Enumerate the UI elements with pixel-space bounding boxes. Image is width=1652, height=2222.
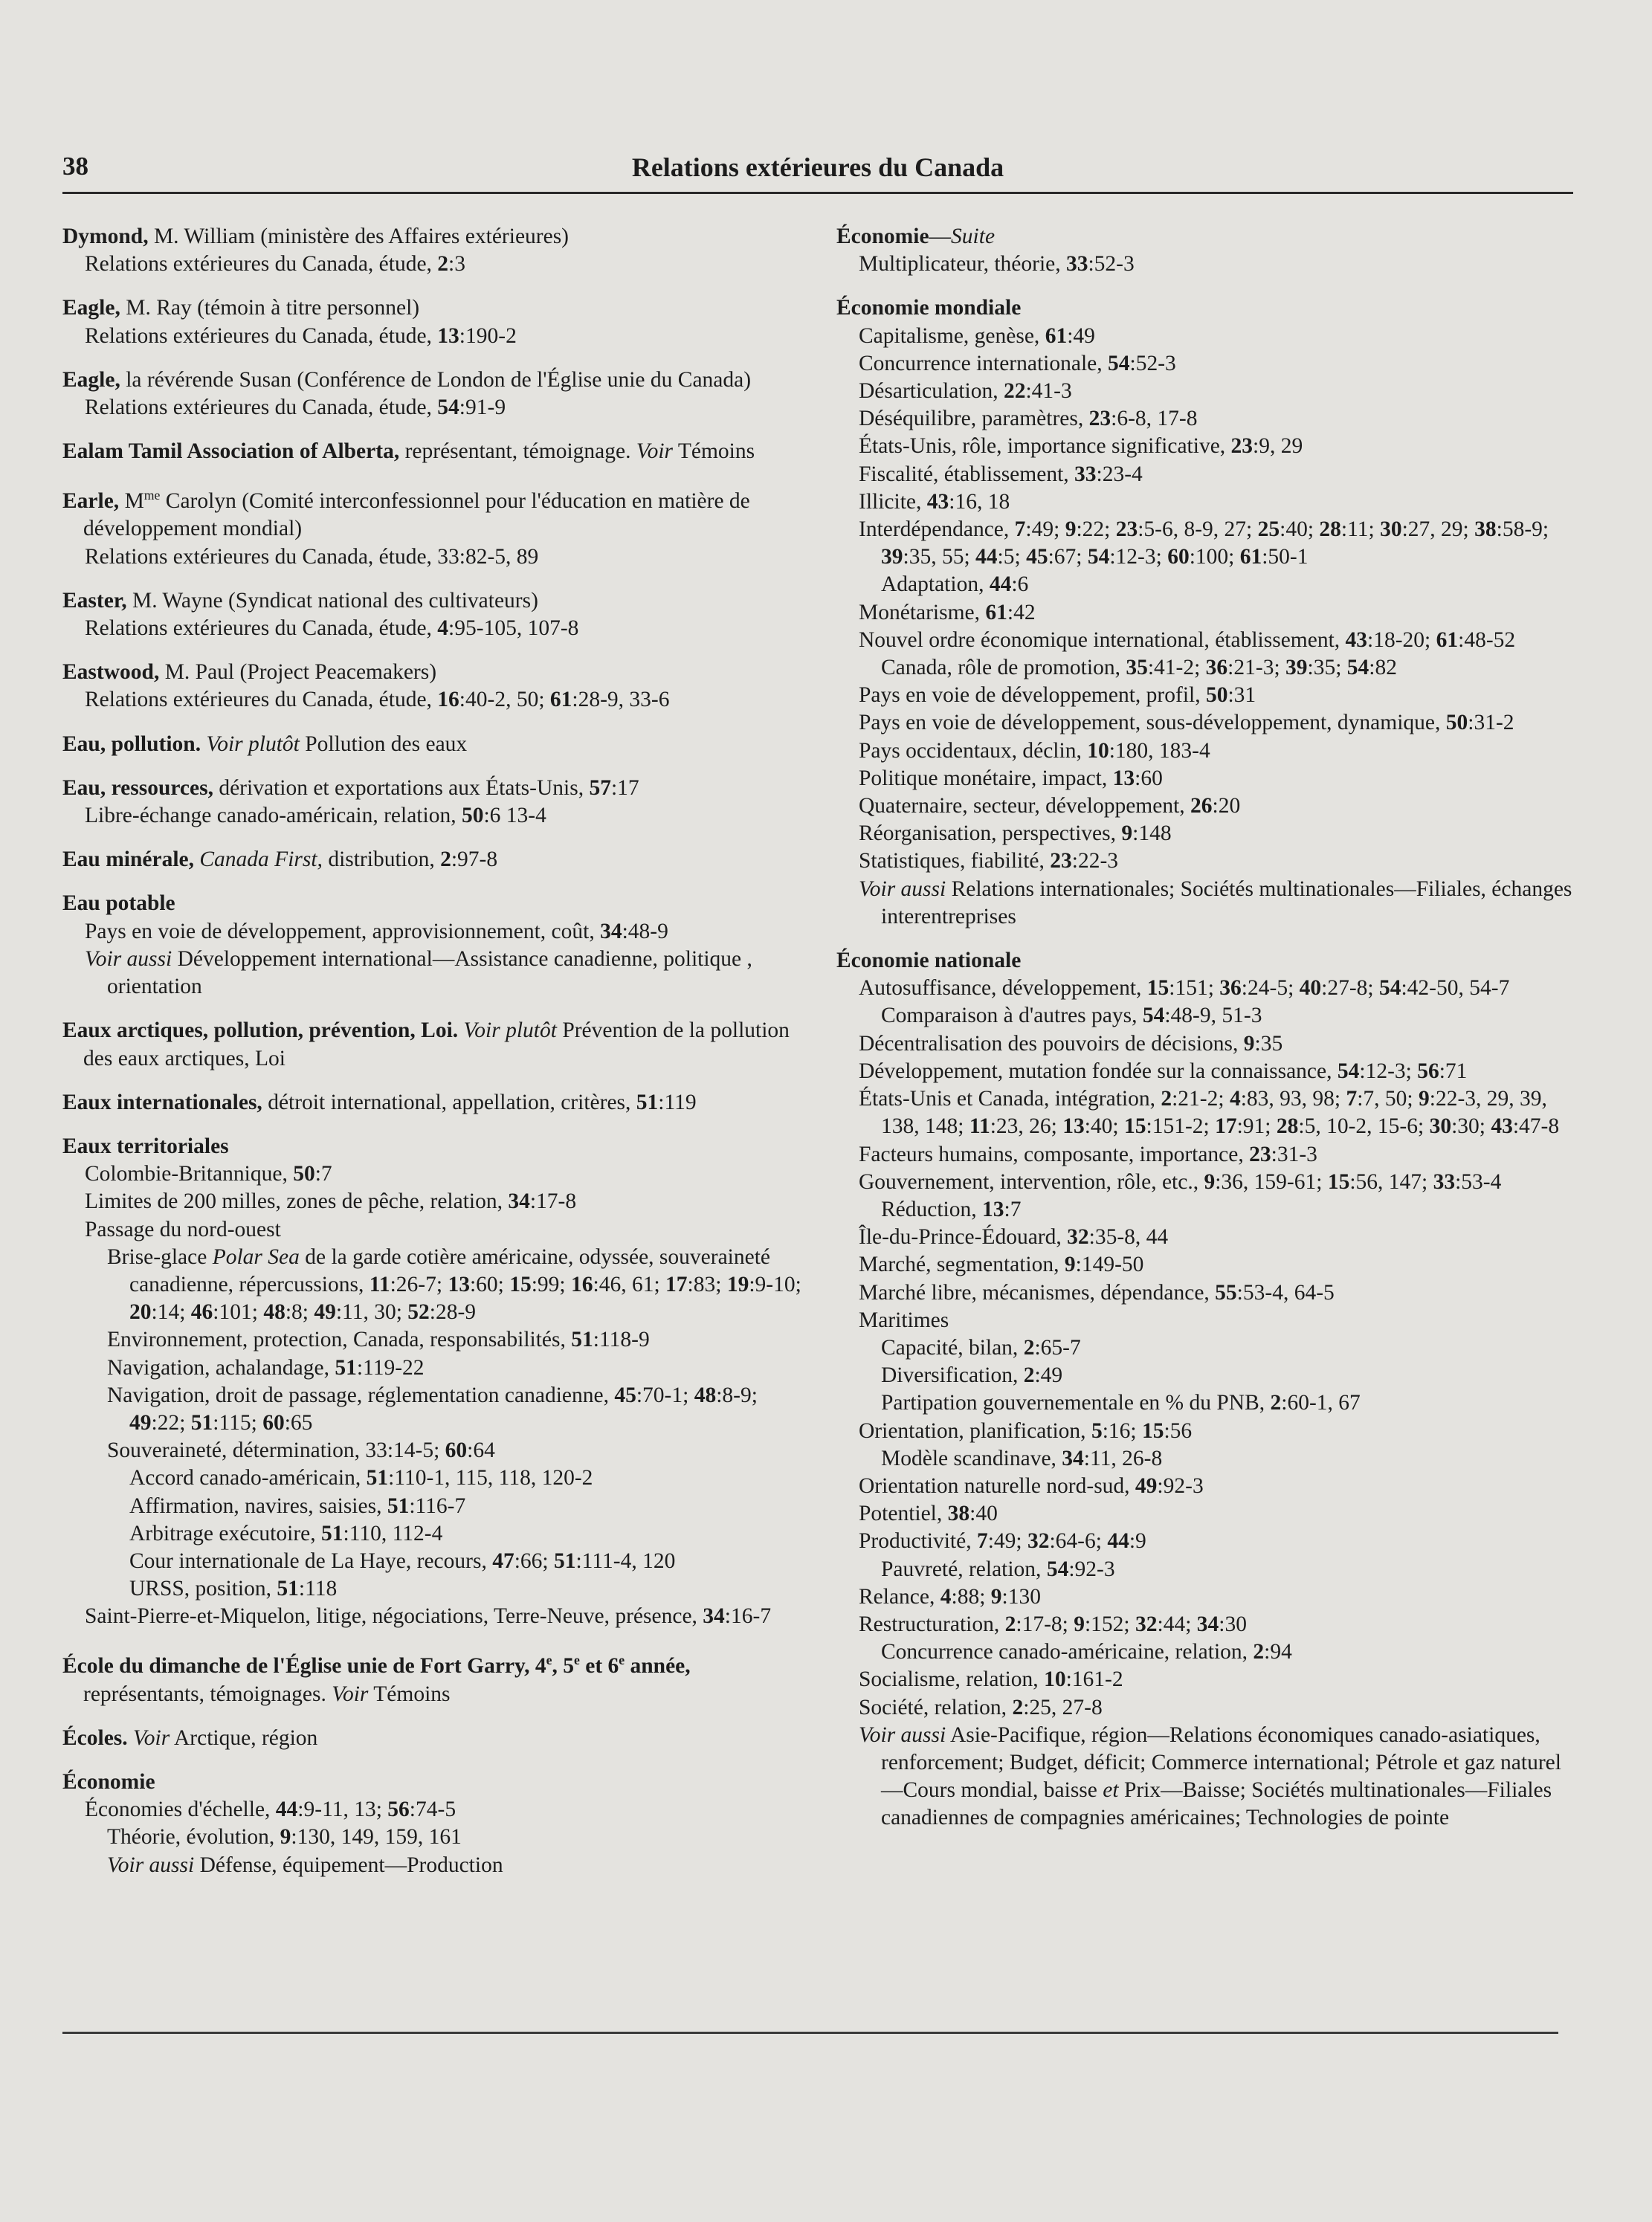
index-entry-heading: Économie—Suite xyxy=(836,225,996,248)
index-entry xyxy=(62,587,806,642)
index-column-right xyxy=(836,223,1580,1849)
index-entry xyxy=(836,223,1580,278)
index-subentry: Adaptation, 44:6 xyxy=(881,572,1029,597)
index-subentry: Pauvreté, relation, 54:92-3 xyxy=(881,1557,1115,1581)
index-subentry: Concurrence canado-américaine, relation, 2:94 xyxy=(881,1640,1292,1664)
index-entry xyxy=(62,731,806,758)
index-subentry: Accord canado-américain, 51:110-1, 115, 118, 120-2 xyxy=(129,1466,593,1491)
index-subentry: Pays occidentaux, déclin, 10:180, 183-4 xyxy=(859,738,1210,763)
index-subentry: Environnement, protection, Canada, responsabilités, 51:118-9 xyxy=(107,1328,650,1352)
index-entry xyxy=(62,775,806,830)
index-subentry: États-Unis, rôle, importance significative, 23:9, 29 xyxy=(859,434,1303,459)
index-entry xyxy=(62,438,806,465)
running-title: Relations extérieures du Canada xyxy=(631,152,1004,182)
index-subentry: Potentiel, 38:40 xyxy=(859,1502,998,1526)
index-subentry: Relations extérieures du Canada, étude, 2:3 xyxy=(85,252,465,277)
index-subentry: Nouvel ordre économique international, établissement, 43:18-20; 61:48-52 xyxy=(859,627,1516,652)
index-subentry: États-Unis et Canada, intégration, 2:21-2; 4:83, 93, 98; 7:7, 50; 9:22-3, 29, 39, 138, 148; 11:23, 26; 13:40; 15:151-2; 17:91; 28:5, 10-2, 15-6; 30:30; 43:47-8 xyxy=(859,1087,1560,1139)
index-entry xyxy=(62,1647,806,1708)
index-subentry: Voir aussi Défense, équipement—Production xyxy=(107,1853,503,1877)
index-entry xyxy=(62,659,806,714)
index-subentry: Relations extérieures du Canada, étude, 33:82-5, 89 xyxy=(85,544,539,569)
index-subentry: Concurrence internationale, 54:52-3 xyxy=(859,351,1176,375)
index-subentry: Théorie, évolution, 9:130, 149, 159, 161 xyxy=(107,1825,462,1850)
index-entry-heading: Eagle, M. Ray (témoin à titre personnel) xyxy=(62,296,420,320)
index-subentry: Multiplicateur, théorie, 33:52-3 xyxy=(859,252,1135,277)
index-entry xyxy=(62,1769,806,1879)
page-header xyxy=(62,152,1573,190)
index-subentry: Fiscalité, établissement, 33:23-4 xyxy=(859,462,1143,486)
index-subentry: Colombie-Britannique, 50:7 xyxy=(85,1162,332,1186)
index-subentry: Déséquilibre, paramètres, 23:6-8, 17-8 xyxy=(859,407,1198,431)
index-entry-heading: Économie xyxy=(62,1770,155,1794)
index-entry xyxy=(62,1017,806,1072)
index-subentry: Pays en voie de développement, approvisionnement, coût, 34:48-9 xyxy=(85,919,668,943)
index-subentry: Affirmation, navires, saisies, 51:116-7 xyxy=(129,1493,466,1518)
index-subentry: Quaternaire, secteur, développement, 26:20 xyxy=(859,794,1241,818)
index-entry xyxy=(62,1725,806,1752)
index-subentry: Monétarisme, 61:42 xyxy=(859,600,1036,624)
index-entry-heading: Économie nationale xyxy=(836,949,1022,973)
index-entry xyxy=(62,890,806,1001)
index-subentry: Voir aussi Relations internationales; Sociétés multinationales—Filiales, échanges interentreprises xyxy=(859,876,1572,928)
index-subentry: Statistiques, fiabilité, 23:22-3 xyxy=(859,849,1119,873)
index-column-left xyxy=(62,223,806,1896)
index-entry-heading: Eagle, la révérende Susan (Conférence de London de l'Église unie du Canada) xyxy=(62,367,752,392)
index-subentry: Orientation naturelle nord-sud, 49:92-3 xyxy=(859,1473,1204,1498)
index-entry-heading: Eastwood, M. Paul (Project Peacemakers) xyxy=(62,660,437,685)
index-entry xyxy=(62,366,806,422)
header-rule xyxy=(62,192,1573,194)
index-subentry: Productivité, 7:49; 32:64-6; 44:9 xyxy=(859,1529,1146,1554)
index-entry xyxy=(62,223,806,278)
index-subentry: Capacité, bilan, 2:65-7 xyxy=(881,1335,1081,1360)
index-subentry: Relations extérieures du Canada, étude, 13:190-2 xyxy=(85,323,517,348)
index-subentry: Navigation, achalandage, 51:119-22 xyxy=(107,1355,425,1380)
index-subentry: Gouvernement, intervention, rôle, etc., 9:36, 159-61; 15:56, 147; 33:53-4 xyxy=(859,1169,1502,1194)
index-entry-heading: Économie mondiale xyxy=(836,296,1022,320)
index-entry-heading: Ealam Tamil Association of Alberta, représentant, témoignage. Voir Témoins xyxy=(62,439,755,464)
index-subentry: Interdépendance, 7:49; 9:22; 23:5-6, 8-9, 27; 25:40; 28:11; 30:27, 29; 38:58-9; 39:35, 55; 44:5; 45:67; 54:12-3; 60:100; 61:50-1 xyxy=(859,517,1549,569)
index-subentry: Saint-Pierre-et-Miquelon, litige, négociations, Terre-Neuve, présence, 34:16-7 xyxy=(85,1604,772,1629)
index-entry xyxy=(62,1133,806,1631)
index-subentry: Souveraineté, détermination, 33:14-5; 60:64 xyxy=(107,1438,495,1463)
index-subentry: Restructuration, 2:17-8; 9:152; 32:44; 34:30 xyxy=(859,1612,1247,1636)
index-subentry: Canada, rôle de promotion, 35:41-2; 36:21-3; 39:35; 54:82 xyxy=(881,656,1397,680)
index-entry-heading: Eaux arctiques, pollution, prévention, Loi. Voir plutôt Prévention de la pollution des eaux arctiques, Loi xyxy=(62,1018,790,1070)
index-subentry: Socialisme, relation, 10:161-2 xyxy=(859,1667,1123,1692)
index-subentry: Voir aussi Développement international—Assistance canadienne, politique , orientation xyxy=(85,946,752,999)
index-subentry: Illicite, 43:16, 18 xyxy=(859,489,1010,514)
page-number: 38 xyxy=(62,152,88,181)
index-subentry: Économies d'échelle, 44:9-11, 13; 56:74-5 xyxy=(85,1798,456,1822)
index-subentry: Navigation, droit de passage, réglementation canadienne, 45:70-1; 48:8-9; 49:22; 51:115; 60:65 xyxy=(107,1383,758,1435)
index-entry-heading: Dymond, M. William (ministère des Affaires extérieures) xyxy=(62,225,570,248)
index-subentry: Limites de 200 milles, zones de pêche, relation, 34:17-8 xyxy=(85,1189,577,1214)
index-subentry: Libre-échange canado-américain, relation, 50:6 13-4 xyxy=(85,804,546,828)
index-subentry: Facteurs humains, composante, importance, 23:31-3 xyxy=(859,1142,1317,1166)
index-subentry: Relations extérieures du Canada, étude, 54:91-9 xyxy=(85,395,506,420)
index-entry-heading: Eaux internationales, détroit international, appellation, critères, 51:119 xyxy=(62,1090,697,1114)
index-entry xyxy=(62,294,806,349)
index-subentry: Île-du-Prince-Édouard, 32:35-8, 44 xyxy=(859,1225,1169,1250)
index-entry-heading: Écoles. Voir Arctique, région xyxy=(62,1725,318,1750)
index-subentry: Pays en voie de développement, profil, 50:31 xyxy=(859,683,1256,708)
index-entry-heading: Easter, M. Wayne (Syndicat national des cultivateurs) xyxy=(62,588,538,613)
index-entry-heading: Eau minérale, Canada First, distribution, 2:97-8 xyxy=(62,847,498,872)
index-subentry: Capitalisme, genèse, 61:49 xyxy=(859,323,1095,348)
index-subentry: URSS, position, 51:118 xyxy=(129,1577,338,1601)
index-subentry: Relance, 4:88; 9:130 xyxy=(859,1584,1041,1609)
index-subentry: Maritimes xyxy=(859,1308,949,1332)
index-entry xyxy=(836,294,1580,931)
index-entry xyxy=(836,947,1580,1832)
index-subentry: Société, relation, 2:25, 27-8 xyxy=(859,1695,1103,1719)
index-subentry: Partipation gouvernementale en % du PNB, 2:60-1, 67 xyxy=(881,1391,1361,1415)
index-subentry: Politique monétaire, impact, 13:60 xyxy=(859,766,1163,790)
index-subentry: Décentralisation des pouvoirs de décisions, 9:35 xyxy=(859,1031,1283,1056)
index-subentry: Cour internationale de La Haye, recours, 47:66; 51:111-4, 120 xyxy=(129,1548,676,1573)
index-entry-heading: Earle, $M^{me}$ Carolyn (Comité interconfessionnel pour l'éducation en matière de développement mondial) xyxy=(62,488,750,541)
index-entry xyxy=(62,1089,806,1117)
index-entry-heading: Eaux territoriales xyxy=(62,1134,229,1158)
index-subentry: Désarticulation, 22:41-3 xyxy=(859,379,1072,404)
index-subentry: Passage du nord-ouest xyxy=(85,1217,281,1241)
index-subentry: Relations extérieures du Canada, étude, 16:40-2, 50; 61:28-9, 33-6 xyxy=(85,688,670,712)
index-entry-heading: École du dimanche de l'Église unie de Fort Garry, 4e, 5e et 6e année, représentants, témoignages. Voir Témoins xyxy=(62,1653,691,1706)
index-subentry: Voir aussi Asie-Pacifique, région—Relations économiques canado-asiatiques, renforcement; Budget, déficit; Commerce international; Pétrole et gaz naturel—Cours mondial, baisse et Prix—Baisse; Sociétés multinationales—Filiales canadiennes de compagnies américaines; Technologies de pointe xyxy=(859,1722,1561,1830)
index-subentry: Réduction, 13:7 xyxy=(881,1197,1022,1221)
index-subentry: Arbitrage exécutoire, 51:110, 112-4 xyxy=(129,1521,443,1546)
index-entry-heading: Eau, pollution. Voir plutôt Pollution des eaux xyxy=(62,731,468,756)
index-entry-heading: Eau potable xyxy=(62,891,175,916)
index-entry-heading: Eau, ressources, dérivation et exportations aux États-Unis, 57:17 xyxy=(62,775,639,800)
index-subentry: Développement, mutation fondée sur la connaissance, 54:12-3; 56:71 xyxy=(859,1059,1468,1083)
index-subentry: Diversification, 2:49 xyxy=(881,1363,1063,1388)
index-subentry: Marché, segmentation, 9:149-50 xyxy=(859,1253,1144,1277)
index-subentry: Orientation, planification, 5:16; 15:56 xyxy=(859,1418,1193,1443)
index-subentry: Modèle scandinave, 34:11, 26-8 xyxy=(881,1446,1163,1470)
index-subentry: Autosuffisance, développement, 15:151; 36:24-5; 40:27-8; 54:42-50, 54-7 xyxy=(859,976,1510,1001)
index-subentry: Réorganisation, perspectives, 9:148 xyxy=(859,821,1172,846)
footer-rule xyxy=(62,2032,1558,2034)
index-subentry: Comparaison à d'autres pays, 54:48-9, 51-3 xyxy=(881,1004,1262,1028)
index-subentry: Marché libre, mécanismes, dépendance, 55:53-4, 64-5 xyxy=(859,1280,1335,1305)
index-subentry: Relations extérieures du Canada, étude, 4:95-105, 107-8 xyxy=(85,616,579,641)
index-subentry: Brise-glace Polar Sea de la garde cotière américaine, odyssée, souveraineté canadienne, répercussions, 11:26-7; 13:60; 15:99; 16:46, 61; 17:83; 19:9-10; 20:14; 46:101; 48:8; 49:11, 30; 52:28-9 xyxy=(107,1244,801,1325)
index-entry xyxy=(62,846,806,873)
index-subentry: Pays en voie de développement, sous-développement, dynamique, 50:31-2 xyxy=(859,711,1514,735)
index-entry xyxy=(62,482,806,570)
